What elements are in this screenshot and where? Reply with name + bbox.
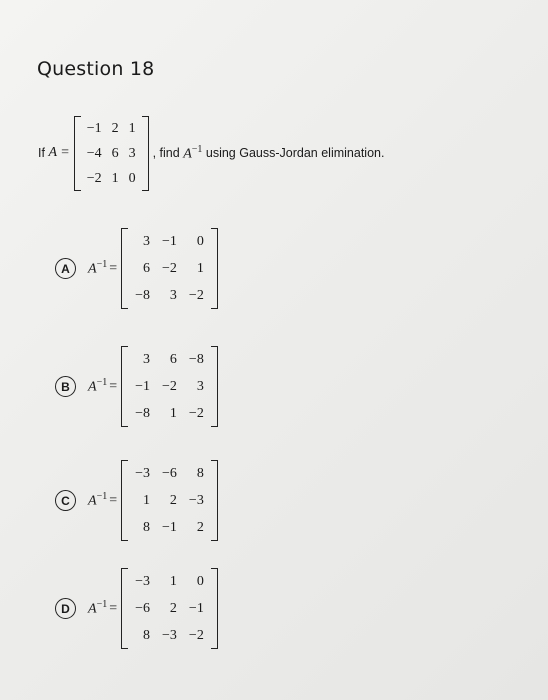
option-d-radio[interactable]: D — [55, 598, 76, 619]
option-d-cell: 1 — [169, 574, 177, 589]
matrix-a-cell: −2 — [86, 170, 102, 186]
option-a-cell: −8 — [135, 288, 151, 303]
matrix-a-cell: −1 — [86, 120, 102, 136]
option-b-cell: 6 — [169, 352, 177, 367]
inverse-symbol: A — [183, 146, 192, 162]
option-a-matrix — [121, 228, 218, 309]
option-c-radio[interactable]: C — [55, 490, 76, 511]
option-d-symbol: A — [88, 601, 97, 617]
option-c-cell: −3 — [135, 466, 151, 481]
option-c-sup: −1 — [96, 491, 108, 503]
option-c-cell: 2 — [169, 493, 177, 508]
option-d-cell: 0 — [196, 574, 204, 589]
matrix-a-cell: 6 — [111, 145, 119, 161]
matrix-a-cell: 1 — [111, 170, 119, 186]
option-a-cell: 0 — [196, 234, 204, 249]
option-d-cell: 8 — [143, 628, 151, 643]
matrix-a — [74, 116, 149, 191]
option-a-cell: 1 — [196, 261, 204, 276]
matrix-a-cell: 0 — [128, 170, 136, 186]
option-b-sup: −1 — [96, 377, 108, 389]
option-d-cell: −6 — [135, 601, 151, 616]
prompt-rest: using Gauss-Jordan elimination. — [205, 146, 385, 160]
matrix-a-cell: 2 — [111, 120, 119, 136]
option-d-cell: −3 — [135, 574, 151, 589]
option-d-lhs — [88, 599, 107, 618]
option-b-cell: −2 — [188, 406, 204, 421]
option-c-cell: 2 — [196, 520, 204, 535]
inverse-sup: −1 — [191, 143, 203, 155]
prompt-inverse — [183, 144, 202, 163]
option-b-eq: = — [109, 378, 118, 394]
matrix-a-cell: 3 — [128, 145, 136, 161]
option-c-eq: = — [109, 492, 118, 508]
option-c-matrix — [121, 460, 218, 541]
option-a-cell: 3 — [169, 288, 177, 303]
option-d-cell: 2 — [169, 601, 177, 616]
option-b-radio[interactable]: B — [55, 376, 76, 397]
option-c-cell: 8 — [143, 520, 151, 535]
option-a-radio[interactable]: A — [55, 258, 76, 279]
option-c-symbol: A — [88, 493, 97, 509]
option-c-cell: −6 — [162, 466, 177, 481]
option-a-eq: = — [109, 260, 118, 276]
option-a-cell: −2 — [162, 261, 177, 276]
option-a-cell: −1 — [162, 234, 177, 249]
question-title: Question 18 — [37, 58, 155, 80]
prompt-find: , find — [152, 146, 180, 160]
option-d-cell: −3 — [162, 628, 177, 643]
option-a-lhs — [88, 259, 107, 278]
matrix-a-cell: 1 — [128, 120, 136, 136]
matrix-a-cell: −4 — [86, 145, 102, 161]
option-c-cell: 1 — [143, 493, 151, 508]
prompt-lhs: A = — [48, 145, 70, 160]
option-b-lhs — [88, 377, 107, 396]
option-b-cell: −8 — [188, 352, 204, 367]
option-b-cell: −1 — [135, 379, 151, 394]
prompt-prefix: If — [38, 146, 45, 160]
option-a-cell: 6 — [143, 261, 151, 276]
option-b-cell: 3 — [196, 379, 204, 394]
option-d-cell: −1 — [188, 601, 204, 616]
option-c-lhs — [88, 491, 107, 510]
option-c-cell: 8 — [196, 466, 204, 481]
option-b-cell: 3 — [143, 352, 151, 367]
option-b-symbol: A — [88, 379, 97, 395]
question-prompt — [38, 108, 384, 198]
option-d[interactable] — [55, 568, 222, 649]
option-b-matrix — [121, 346, 218, 427]
option-a-cell: 3 — [143, 234, 151, 249]
option-a-cell: −2 — [188, 288, 204, 303]
option-d-eq: = — [109, 600, 118, 616]
option-a-sup: −1 — [96, 259, 108, 271]
option-a[interactable] — [55, 228, 222, 309]
option-d-matrix — [121, 568, 218, 649]
option-d-sup: −1 — [96, 599, 108, 611]
option-b-cell: −2 — [162, 379, 177, 394]
option-b[interactable] — [55, 346, 222, 427]
option-c-cell: −1 — [162, 520, 177, 535]
option-a-symbol: A — [88, 261, 97, 277]
option-c[interactable] — [55, 460, 222, 541]
option-b-cell: −8 — [135, 406, 151, 421]
option-c-cell: −3 — [188, 493, 204, 508]
option-b-cell: 1 — [169, 406, 177, 421]
option-d-cell: −2 — [188, 628, 204, 643]
